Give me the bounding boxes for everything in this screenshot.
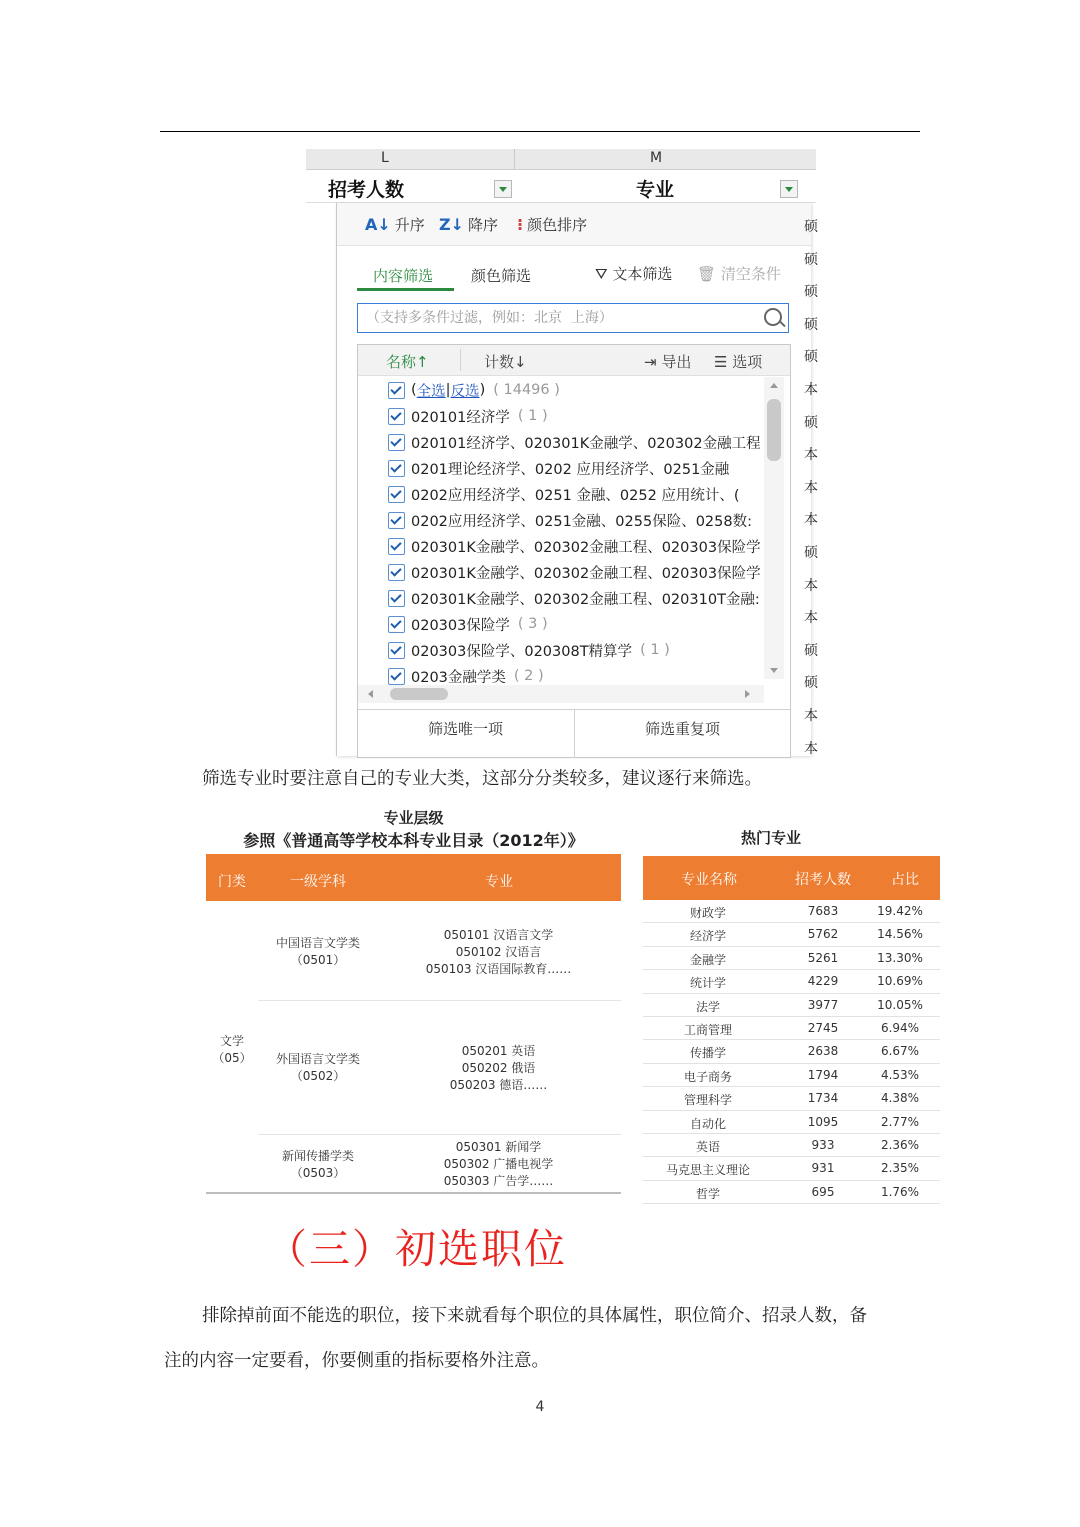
invert-selection-link[interactable]: 反选 xyxy=(450,383,480,400)
table-row xyxy=(643,1017,940,1040)
major-name-cell: 财政学 xyxy=(689,906,726,920)
share-cell: 4.53% xyxy=(880,1067,920,1082)
recruit-count-cell: 2745 xyxy=(807,1020,839,1035)
recruit-count-cell: 4229 xyxy=(807,974,839,989)
share-cell: 1.76% xyxy=(880,1184,920,1199)
active-tab-indicator xyxy=(357,288,454,291)
filter-bottom-bar xyxy=(358,709,790,758)
table-row xyxy=(643,900,940,923)
section-heading: （三）初选职位 xyxy=(266,1225,567,1273)
sort-bar xyxy=(337,203,811,246)
search-icon[interactable] xyxy=(764,308,782,326)
share-cell: 19.42% xyxy=(877,904,923,918)
color-sort-icon: ⁝ xyxy=(517,215,524,234)
major-name-cell: 马克思主义理论 xyxy=(665,1163,750,1178)
checkbox[interactable] xyxy=(388,408,405,425)
share-cell: 2.35% xyxy=(880,1161,920,1176)
column-l-label: L xyxy=(381,150,389,166)
checkbox[interactable] xyxy=(388,486,405,503)
paragraph-line-1: 排除掉前面不能选的职位，接下来就看每个职位的具体属性，职位简介、招录人数，备 xyxy=(202,1306,867,1326)
filter-dropdown-m[interactable] xyxy=(780,180,798,198)
major-name-cell: 工商管理 xyxy=(683,1022,732,1037)
sort-desc-icon: Z↓ xyxy=(439,215,465,234)
column-header-bar xyxy=(306,149,816,170)
table-row xyxy=(643,1087,940,1110)
major-name-cell: 传播学 xyxy=(689,1046,726,1061)
vertical-scroll-thumb[interactable] xyxy=(767,399,781,461)
table-row xyxy=(643,923,940,946)
checkbox[interactable] xyxy=(388,538,405,555)
select-all-link[interactable]: 全选 xyxy=(416,383,446,400)
discipline-cell: 新闻传播学类 （0503） xyxy=(281,1149,354,1180)
tab-color-filter[interactable]: 颜色筛选 xyxy=(471,267,532,285)
filter-panel xyxy=(336,203,811,756)
paragraph-filter-tip: 筛选专业时要注意自己的专业大类，这部分分类较多，建议逐行来筛选。 xyxy=(202,769,762,789)
header-rule xyxy=(160,131,920,132)
recruit-count-cell: 1794 xyxy=(807,1067,839,1082)
checkbox[interactable] xyxy=(388,434,405,451)
recruit-count-cell: 933 xyxy=(811,1137,835,1152)
horizontal-scroll-thumb[interactable] xyxy=(390,688,448,700)
recruit-count-cell: 7683 xyxy=(807,904,839,918)
arrow-down-icon: ↓ xyxy=(514,353,527,371)
header-row xyxy=(306,170,816,203)
list-item[interactable]: 0202应用经济学、0251金融、0255保险、0258数: xyxy=(388,507,758,533)
sort-asc-icon: A↓ xyxy=(365,215,391,234)
vertical-scrollbar[interactable] xyxy=(764,377,784,679)
filter-value-list xyxy=(357,344,791,758)
table-row xyxy=(643,1040,940,1063)
recruit-count-cell: 5762 xyxy=(807,927,839,942)
recruit-count-cell: 2638 xyxy=(807,1044,839,1059)
list-item[interactable]: 0203金融学类 ( 2 ) xyxy=(388,663,758,689)
scroll-left-icon[interactable] xyxy=(368,690,373,698)
checkbox[interactable] xyxy=(388,512,405,529)
major-catalog-reference: 参照《普通高等学校本科专业目录（2012年）》 xyxy=(243,831,584,850)
table-row xyxy=(643,947,940,970)
share-cell: 6.67% xyxy=(880,1044,920,1059)
recruit-count-cell: 5261 xyxy=(807,950,839,965)
hot-majors-header: 专业名称 招考人数 占比 xyxy=(643,856,940,900)
menu-icon: ☰ xyxy=(714,353,733,371)
major-table-body xyxy=(206,901,621,1194)
scroll-down-icon[interactable] xyxy=(770,668,778,673)
recruit-count-cell: 695 xyxy=(811,1184,835,1199)
clear-conditions-button[interactable]: 🗑 清空条件 xyxy=(697,265,781,283)
header-recruit-count: 招考人数 xyxy=(328,179,405,201)
table-row xyxy=(643,1111,940,1134)
checkbox[interactable] xyxy=(388,642,405,659)
list-item[interactable]: 020301K金融学、020302金融工程、020310T金融: xyxy=(388,585,758,611)
majors-cell: 050101 汉语言文学 050102 汉语言 050103 汉语国际教育…… xyxy=(425,928,572,976)
list-rows xyxy=(388,377,761,686)
text-filter-button[interactable]: ⛛ 文本筛选 xyxy=(595,265,673,283)
discipline-cell: 中国语言文学类 （0501） xyxy=(275,936,360,967)
checkbox[interactable] xyxy=(388,460,405,477)
majors-cell: 050301 新闻学 050302 广播电视学 050303 广告学…… xyxy=(443,1140,554,1188)
filter-search-input[interactable] xyxy=(364,304,748,332)
list-header xyxy=(358,345,790,376)
filter-search-box xyxy=(357,303,789,333)
list-item[interactable]: 0201理论经济学、0202 应用经济学、0251金融 xyxy=(388,455,758,481)
scroll-up-icon[interactable] xyxy=(770,383,778,388)
list-item[interactable]: 020303保险学 ( 3 ) xyxy=(388,611,758,637)
recruit-count-cell: 1095 xyxy=(807,1114,839,1129)
hot-majors-rows xyxy=(643,900,940,1204)
arrow-up-icon: ↑ xyxy=(416,353,429,371)
table-row xyxy=(643,1134,940,1157)
trash-icon: 🗑 xyxy=(697,265,717,283)
recruit-count-cell: 3977 xyxy=(807,997,839,1012)
major-table-header: 门类 一级学科 专业 xyxy=(206,854,621,901)
recruit-count-cell: 931 xyxy=(811,1161,835,1176)
majors-cell: 050201 英语 050202 俄语 050203 德语…… xyxy=(449,1044,548,1092)
major-name-cell: 英语 xyxy=(695,1139,720,1154)
tab-content-filter[interactable]: 内容筛选 xyxy=(373,267,434,285)
major-name-cell: 统计学 xyxy=(689,976,726,991)
column-m-label: M xyxy=(650,150,663,166)
degree-column-fragment: 硕 硕 硕 硕 硕 本 硕 本 本 本 硕 本 本 硕 硕 本 本 xyxy=(804,219,818,757)
checkbox[interactable] xyxy=(388,382,405,399)
major-name-cell: 自动化 xyxy=(689,1116,726,1131)
export-icon: ⇥ xyxy=(644,353,662,371)
table-row xyxy=(643,1181,940,1204)
scroll-right-icon[interactable] xyxy=(745,690,750,698)
list-item[interactable]: 020301K金融学、020302金融工程、020303保险学 xyxy=(388,559,758,585)
share-cell: 2.77% xyxy=(880,1114,920,1129)
share-cell: 6.94% xyxy=(880,1020,920,1035)
filter-dropdown-l[interactable] xyxy=(494,180,512,198)
hot-majors-title: 热门专业 xyxy=(740,829,801,847)
share-cell: 14.56% xyxy=(877,927,923,942)
sort-color-button[interactable]: ⁝ 颜色排序 xyxy=(517,215,588,234)
category-cell: 文学 （05） xyxy=(212,1034,252,1065)
funnel-icon: ⛛ xyxy=(595,265,608,283)
sort-by-count-button[interactable]: 计数↓ xyxy=(484,353,527,371)
total-count: ( 14496 ) xyxy=(493,382,560,398)
checkbox[interactable] xyxy=(388,668,405,685)
major-name-cell: 哲学 xyxy=(695,1186,720,1201)
table-row xyxy=(643,994,940,1017)
table-row xyxy=(643,1157,940,1180)
export-button[interactable]: ⇥ 导出 xyxy=(644,353,692,371)
sort-by-name-button[interactable]: 名称↑ xyxy=(386,353,429,371)
table-row xyxy=(643,1064,940,1087)
filter-duplicate-button[interactable]: 筛选重复项 xyxy=(644,720,720,738)
spreadsheet-filter-screenshot xyxy=(306,149,816,756)
list-item[interactable]: 0202应用经济学、0251 金融、0252 应用统计、( xyxy=(388,481,758,507)
share-cell: 2.36% xyxy=(880,1137,920,1152)
table-row xyxy=(643,970,940,993)
header-major: 专业 xyxy=(636,179,675,201)
sort-desc-button[interactable]: Z↓ 降序 xyxy=(439,215,499,234)
options-button[interactable]: ☰ 选项 xyxy=(714,353,763,371)
list-item[interactable]: 020301K金融学、020302金融工程、020303保险学 xyxy=(388,533,758,559)
paragraph-line-2: 注的内容一定要看，你要侧重的指标要格外注意。 xyxy=(164,1351,549,1371)
list-item-select-all[interactable]: ( 全选 | 反选 ) ( 14496 ) xyxy=(388,377,758,403)
checkbox[interactable] xyxy=(388,590,405,607)
share-cell: 10.05% xyxy=(877,997,923,1012)
major-name-cell: 法学 xyxy=(695,999,720,1014)
major-name-cell: 管理科学 xyxy=(683,1093,732,1108)
horizontal-scrollbar[interactable] xyxy=(358,685,764,703)
column-separator xyxy=(514,149,515,169)
list-item[interactable]: 020101经济学 ( 1 ) xyxy=(388,403,758,429)
discipline-cell: 外国语言文学类 （0502） xyxy=(275,1052,360,1083)
share-cell: 4.38% xyxy=(880,1091,920,1106)
filter-unique-button[interactable]: 筛选唯一项 xyxy=(427,720,503,738)
recruit-count-cell: 1734 xyxy=(807,1091,839,1106)
sort-asc-button[interactable]: A↓ 升序 xyxy=(365,215,425,234)
page-number: 4 xyxy=(535,1399,545,1415)
list-item[interactable]: 020101经济学、020301K金融学、020302金融工程 xyxy=(388,429,758,455)
list-item[interactable]: 020303保险学、020308T精算学 ( 1 ) xyxy=(388,637,758,663)
major-level-title: 专业层级 xyxy=(383,809,444,827)
share-cell: 13.30% xyxy=(877,950,923,965)
major-name-cell: 经济学 xyxy=(689,929,726,944)
checkbox[interactable] xyxy=(388,616,405,633)
major-name-cell: 电子商务 xyxy=(683,1069,732,1084)
major-name-cell: 金融学 xyxy=(689,952,726,967)
share-cell: 10.69% xyxy=(877,974,923,989)
checkbox[interactable] xyxy=(388,564,405,581)
